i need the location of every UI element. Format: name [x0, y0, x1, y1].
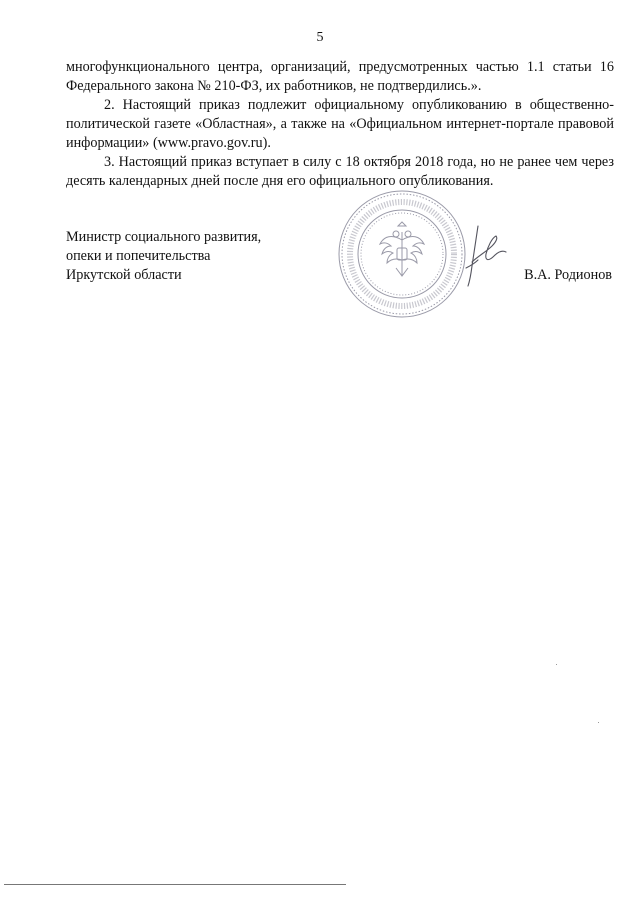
signatory-name: В.А. Родионов — [524, 267, 612, 283]
signatory-title-line: Иркутской области — [66, 267, 182, 283]
paragraph-continuation: многофункционального центра, организаций, предусмотренных частью 1.1 статьи 16 Федерального закона № 210-ФЗ, их работников, не подтвердились.». — [66, 59, 614, 94]
signatory-title-line: опеки и попечительства — [66, 248, 211, 264]
scan-speck — [556, 664, 557, 665]
document-body — [66, 58, 614, 191]
scan-speck — [598, 722, 599, 723]
page-number: 5 — [316, 30, 324, 45]
signatory-title-line: Министр социального развития, — [66, 229, 262, 245]
paragraph-3: 3. Настоящий приказ вступает в силу с 18 октября 2018 года, но не ранее чем через десять календарных дней после дня его официального опубликования. — [66, 154, 614, 189]
signatory-title — [66, 228, 261, 285]
handwritten-signature-icon — [448, 222, 508, 292]
footer-divider — [4, 884, 346, 885]
paragraph-2: 2. Настоящий приказ подлежит официальному опубликованию в общественно-политической газете «Областная», а также на «Официальном интернет-портале правовой информации» (www.pravo.gov.ru). — [66, 97, 614, 151]
